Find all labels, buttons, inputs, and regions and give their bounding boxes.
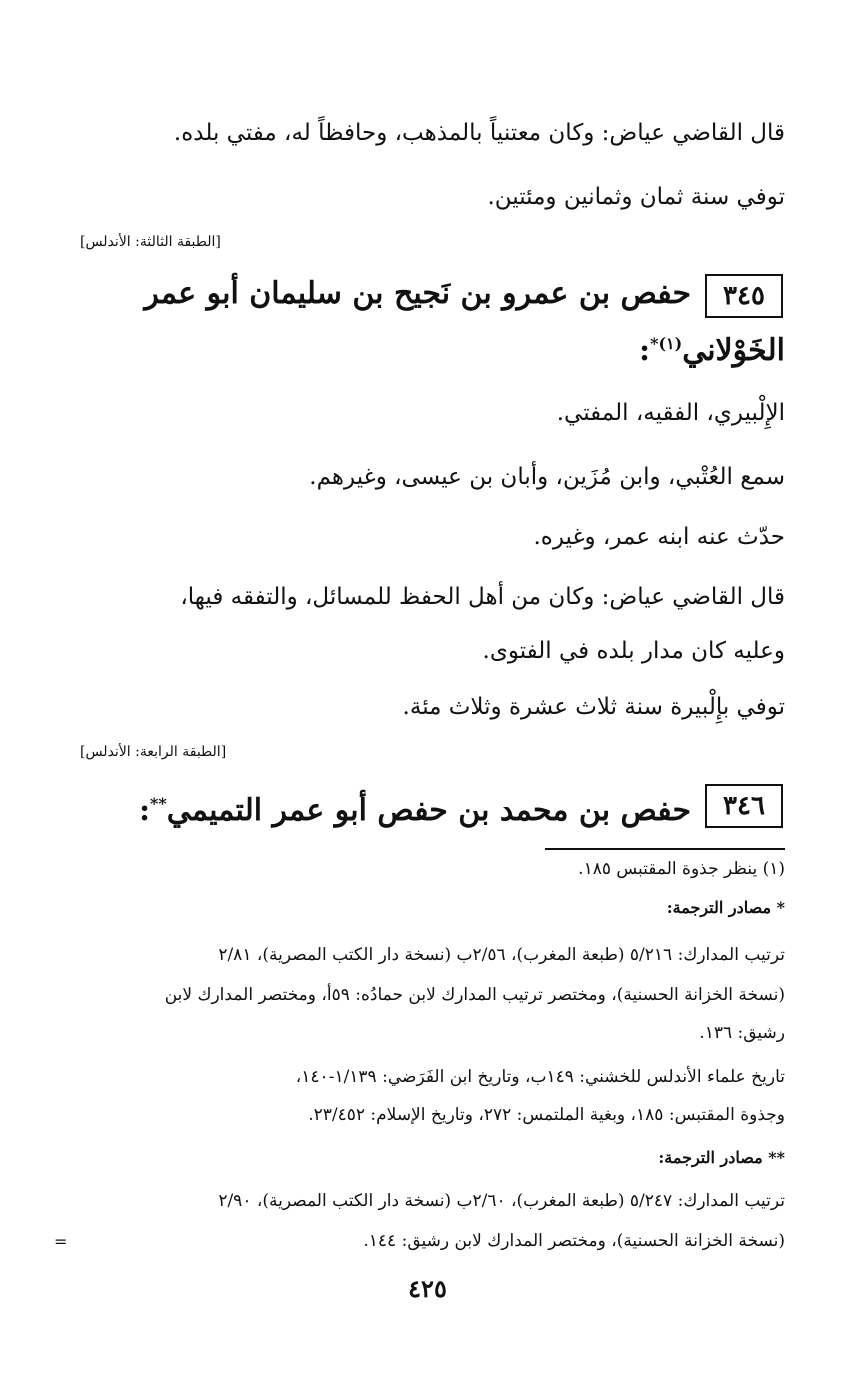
entry-title-row (71, 782, 691, 833)
entry-title-continued (65, 322, 785, 373)
title-colon: : (138, 793, 151, 828)
text-line: توفي بإِلْبيرة سنة ثلاث عشرة وثلاث مئة. (402, 694, 785, 720)
footnote-separator (545, 848, 785, 850)
text-line: قال القاضي عياض: وكان معتنياً بالمذهب، وحافظاً له، مفتي بلده. (173, 120, 785, 146)
page-number: ٤٢٥ (408, 1274, 447, 1303)
text-line: سمع العُتْبي، وابن مُزَين، وأبان بن عيسى، وغيرهم. (309, 464, 785, 490)
footnote-line: ترتيب المدارك: ٥/٢١٦ (طبعة المغرب)، ٢/٥٦ب (نسخة دار الكتب المصرية)، ٢/٨١ (218, 945, 785, 965)
footnote-line: رشيق: ١٣٦. (699, 1023, 785, 1043)
footnote-line: (نسخة الخزانة الحسنية)، ومختصر المدارك لابن رشيق: ١٤٤. (363, 1231, 785, 1251)
entry-title: حفص بن محمد بن حفص أبو عمر التميمي (166, 793, 691, 828)
footnote-line: وجذوة المقتبس: ١٨٥، وبغية الملتمس: ٢٧٢، وتاريخ الإسلام: ٢٣/٤٥٢. (308, 1105, 785, 1125)
continuation-mark: = (54, 1232, 68, 1251)
footnote-line: تاريخ علماء الأندلس للخشني: ١٤٩ب، وتاريخ ابن الفَرَضي: ١/١٣٩-١٤٠، (295, 1067, 785, 1087)
section-tag: [الطبقة الثالثة: الأندلس] (80, 234, 221, 250)
footnote: (١) ينظر جذوة المقتبس ١٨٥. (578, 859, 785, 879)
sources-heading: ** مصادر الترجمة: (658, 1148, 785, 1167)
footnote-marker: (١)* (650, 334, 683, 353)
text-line: توفي سنة ثمان وثمانين ومئتين. (487, 184, 785, 210)
section-tag: [الطبقة الرابعة: الأندلس] (80, 744, 227, 760)
entry-number-box: ٣٤٦ (705, 784, 783, 828)
footnote-line: (نسخة الخزانة الحسنية)، ومختصر ترتيب المدارك لابن حمادُه: ٥٩أ، ومختصر المدارك لابن (164, 985, 785, 1005)
entry-title-line2: الخَوْلاني (682, 333, 785, 368)
text-line: الإِلْبيري، الفقيه، المفتي. (556, 400, 785, 426)
sources-heading: * مصادر الترجمة: (666, 898, 785, 917)
footnote-line: ترتيب المدارك: ٥/٢٤٧ (طبعة المغرب)، ٢/٦٠ب (نسخة دار الكتب المصرية)، ٢/٩٠ (218, 1191, 785, 1211)
text-line: وعليه كان مدار بلده في الفتوى. (482, 638, 785, 664)
entry-title: حفص بن عمرو بن نَجيح بن سليمان أبو عمر (144, 276, 691, 311)
entry-number-box: ٣٤٥ (705, 274, 783, 318)
text-line: حدّث عنه ابنه عمر، وغيره. (533, 524, 785, 550)
text-line: قال القاضي عياض: وكان من أهل الحفظ للمسائل، والتفقه فيها، (180, 584, 785, 610)
title-colon: : (639, 333, 651, 368)
footnote-marker: ** (150, 794, 167, 813)
